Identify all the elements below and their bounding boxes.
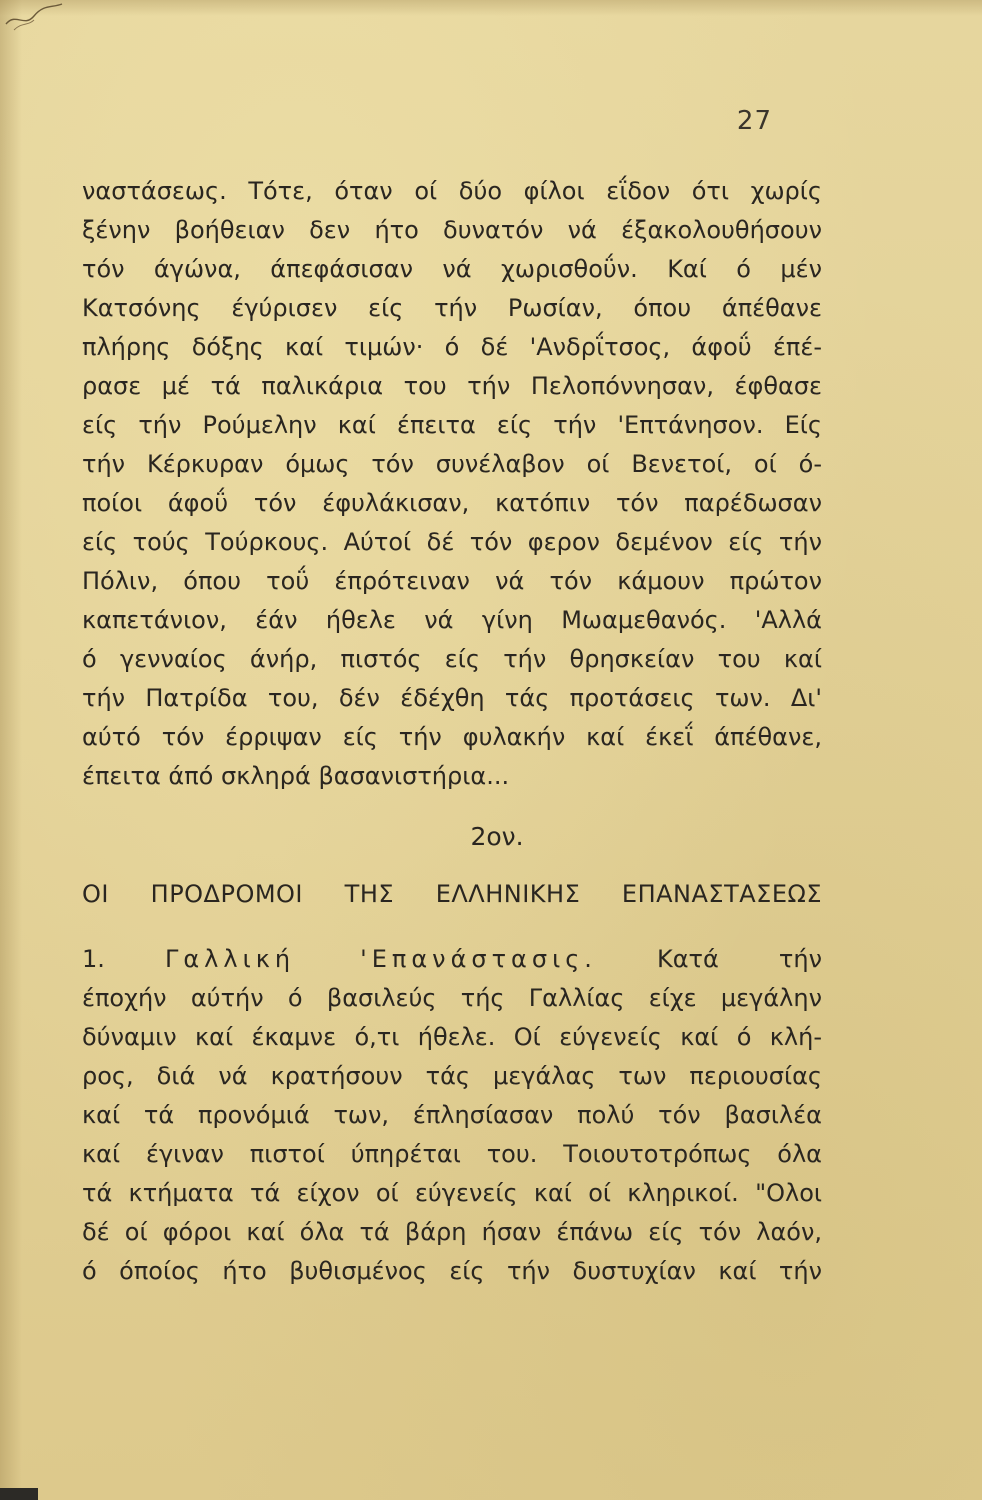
text-line: ό όποίος ήτο βυθισμένος είς τήν δυστυχίαν καί τήν: [82, 1257, 822, 1285]
text-line: τόν άγώνα, άπεφάσισαν νά χωρισθοΰν. Καί ό μέν: [82, 255, 822, 283]
bottom-edge-mark: [0, 1488, 38, 1500]
text-line: τήν Κέρκυραν όμως τόν συνέλαβον οί Βενετοί, οί ό-: [82, 450, 822, 478]
section-number: 2ον.: [470, 822, 524, 851]
text-line: Κατσόνης έγύρισεν είς τήν Ρωσίαν, όπου άπέθανε: [82, 294, 822, 322]
text-line: πλήρης δόξης καί τιμών· ό δέ 'Ανδρΐτσος, άφοΰ έπέ-: [82, 333, 822, 361]
page-shadow-left: [0, 0, 22, 1500]
text-line: είς τήν Ρούμελην καί έπειτα είς τήν 'Επτάνησον. Είς: [82, 411, 822, 439]
text-line: ναστάσεως. Τότε, όταν οί δύο φίλοι εΐδον ότι χωρίς: [82, 177, 822, 205]
text-line: δύναμιν καί έκαμνε ό,τι ήθελε. Οί εύγενείς καί ό κλή-: [82, 1023, 822, 1051]
text-line: ό γενναίος άνήρ, πιστός είς τήν θρησκείαν του καί: [82, 645, 822, 673]
paragraph-2: [82, 940, 822, 1291]
text-line: έποχήν αύτήν ό βασιλεύς τής Γαλλίας είχε μεγάλην: [82, 984, 822, 1012]
text-line: ρασε μέ τά παλικάρια του τήν Πελοπόννησαν, έφθασε: [82, 372, 822, 400]
subheading-line: [82, 940, 822, 979]
page-shadow-top: [0, 0, 982, 16]
text-line: είς τούς Τούρκους. Αύτοί δέ τόν φερον δεμένον είς τήν: [82, 528, 822, 556]
text-line: αύτό τόν έρριψαν είς τήν φυλακήν καί έκεΐ άπέθανε,: [82, 723, 822, 751]
text-line: έπειτα άπό σκληρά βασανιστήρια...: [82, 762, 510, 790]
text-line: καί έγιναν πιστοί ύπηρέται του. Τοιουτοτρόπως όλα: [82, 1140, 822, 1168]
section-heading: ΟΙ ΠΡΟΔΡΟΜΟΙ ΤΗΣ ΕΛΛΗΝΙΚΗΣ ΕΠΑΝΑΣΤΑΣΕΩΣ: [82, 880, 822, 908]
text-line: ποίοι άφοΰ τόν έφυλάκισαν, κατόπιν τόν παρέδωσαν: [82, 489, 822, 517]
subheading-line-rest: Κατά τήν: [657, 945, 822, 973]
text-line: τά κτήματα τά είχον οί εύγενείς καί οί κληρικοί. "Ολοι: [82, 1179, 822, 1207]
text-line: δέ οί φόροι καί όλα τά βάρη ήσαν έπάνω είς τόν λαόν,: [82, 1218, 822, 1246]
page-number: 27: [736, 106, 772, 136]
paragraph-1: [82, 172, 822, 796]
corner-scratch-mark: [4, 2, 64, 32]
subheading-number: 1.: [82, 945, 105, 973]
text-line: Πόλιν, όπου τοΰ έπρότειναν νά τόν κάμουν πρώτον: [82, 567, 822, 595]
text-line: τήν Πατρίδα του, δέν έδέχθη τάς προτάσεις των. Δι': [82, 684, 822, 712]
text-line: καπετάνιον, έάν ήθελε νά γίνη Μωαμεθανός. 'Αλλά: [82, 606, 822, 634]
text-line: καί τά προνόμιά των, έπλησίασαν πολύ τόν βασιλέα: [82, 1101, 822, 1129]
text-line: ρος, διά νά κρατήσουν τάς μεγάλας των περιουσίας: [82, 1062, 822, 1090]
subheading-title: Γαλλική 'Επανάστασις.: [164, 945, 597, 973]
text-line: ξένην βοήθειαν δεν ήτο δυνατόν νά έξακολουθήσουν: [82, 216, 822, 244]
